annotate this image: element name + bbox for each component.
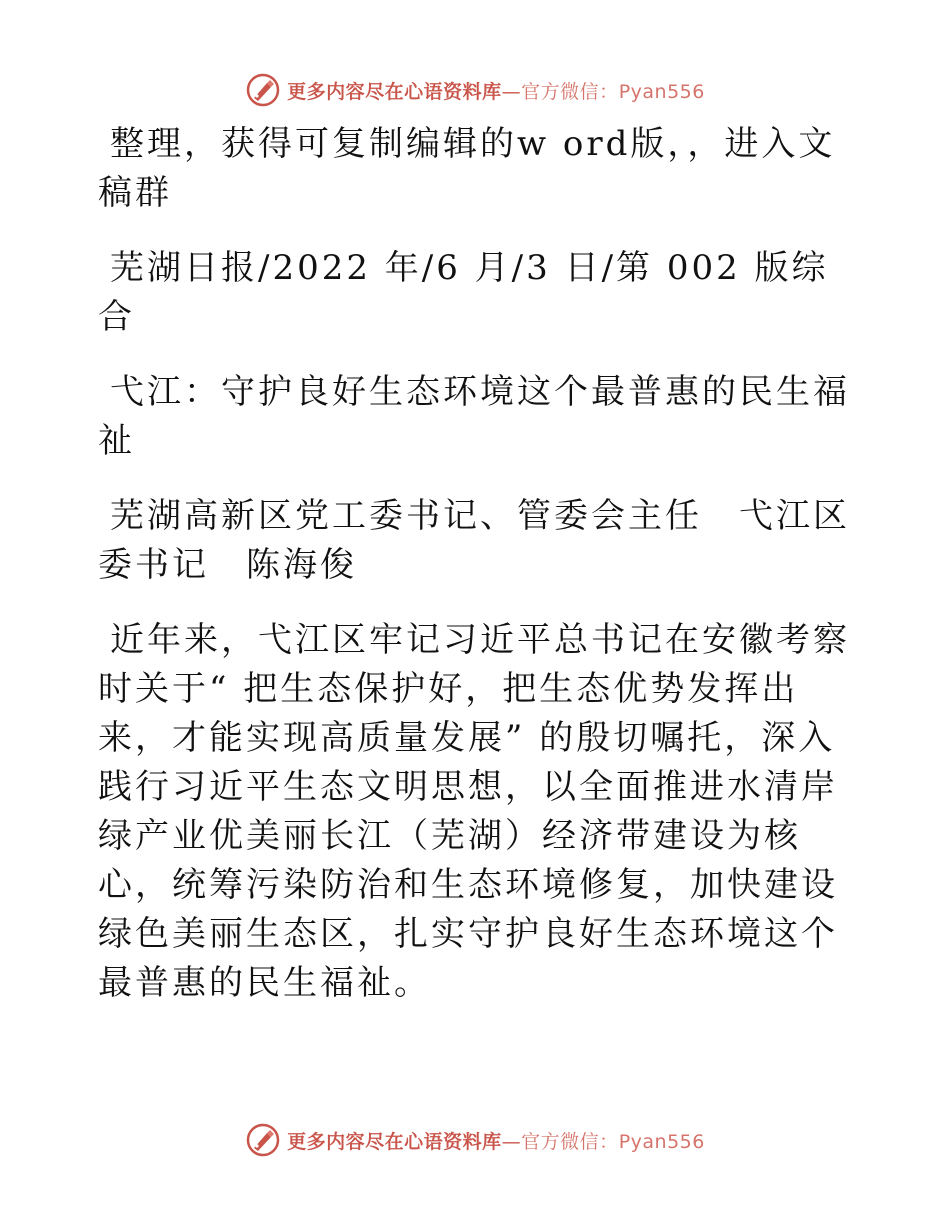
banner-wechat-id: Pyan556	[618, 80, 705, 103]
banner-separator: —	[501, 1130, 522, 1153]
source-line: 芜湖日报/2022 年/6 月/3 日/第 002 版综合	[98, 248, 829, 337]
header-banner	[0, 70, 950, 110]
banner-separator: —	[501, 80, 522, 103]
banner-wechat-label: 官方微信：	[521, 80, 619, 103]
pen-logo-icon	[245, 72, 281, 108]
pen-logo-icon	[245, 1122, 281, 1158]
body-paragraph: 近年来，弋江区牢记习近平总书记在安徽考察时关于“ 把生态保护好，把生态优势发挥出来，才能实现高质量发展” 的殷切嘱托，深入践行习近平生态文明思想，以全面推进水清岸绿产业优美丽长江（芜湖）经济带建设为核心，统筹污染防治和生态环境修复，加快建设绿色美丽生态区，扎实守护良好生态环境这个最普惠的民生福祉。	[98, 620, 850, 1003]
author-line: 芜湖高新区党工委书记、管委会主任 弋江区委书记 陈海俊	[98, 496, 850, 585]
banner-text	[287, 77, 705, 104]
banner-text	[287, 1127, 705, 1154]
footer-banner	[0, 1120, 950, 1160]
banner-wechat-label: 官方微信：	[521, 1130, 619, 1153]
intro-line: 整理，获得可复制编辑的w ord版，，进入文稿群	[98, 124, 836, 213]
banner-prefix: 更多内容尽在心语资料库	[287, 80, 502, 103]
article-title: 弋江：守护良好生态环境这个最普惠的民生福祉	[98, 372, 850, 461]
document-body	[98, 120, 850, 1034]
banner-prefix: 更多内容尽在心语资料库	[287, 1130, 502, 1153]
banner-wechat-id: Pyan556	[618, 1130, 705, 1153]
